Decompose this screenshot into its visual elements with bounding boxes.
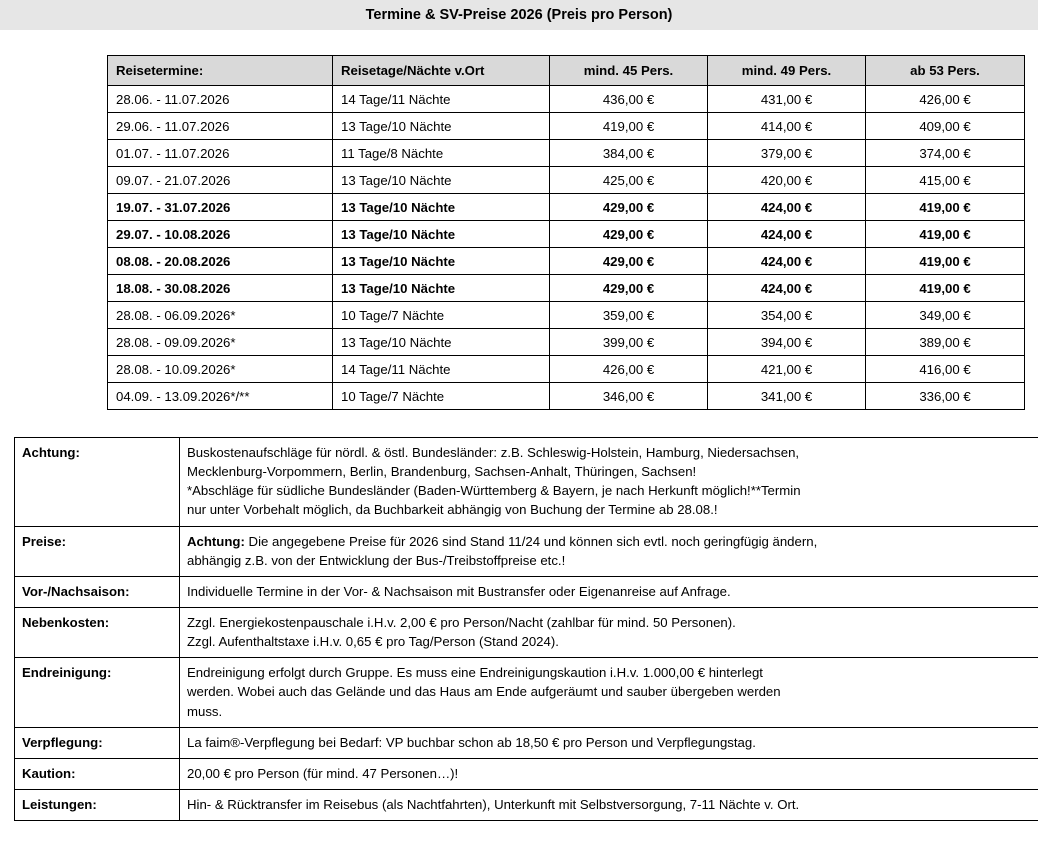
cell-price-53: 374,00 € — [866, 140, 1025, 167]
cell-price-49: 424,00 € — [708, 275, 866, 302]
cell-reisetermin: 01.07. - 11.07.2026 — [108, 140, 333, 167]
cell-price-45: 399,00 € — [550, 329, 708, 356]
price-table-container — [107, 55, 980, 410]
price-table-body — [108, 86, 1025, 410]
table-row — [108, 356, 1025, 383]
header-reisetage: Reisetage/Nächte v.Ort — [333, 56, 550, 86]
cell-reisetage: 13 Tage/10 Nächte — [333, 194, 550, 221]
table-row — [108, 248, 1025, 275]
cell-reisetermin: 29.07. - 10.08.2026 — [108, 221, 333, 248]
cell-reisetage: 11 Tage/8 Nächte — [333, 140, 550, 167]
cell-reisetermin: 04.09. - 13.09.2026*/** — [108, 383, 333, 410]
info-row — [15, 727, 1038, 758]
cell-reisetermin: 29.06. - 11.07.2026 — [108, 113, 333, 140]
info-text-line: Mecklenburg-Vorpommern, Berlin, Brandenburg, Sachsen-Anhalt, Thüringen, Sachsen! — [187, 464, 697, 480]
cell-reisetermin: 08.08. - 20.08.2026 — [108, 248, 333, 275]
info-row-label: Vor-/Nachsaison: — [15, 576, 180, 607]
info-text-line: Individuelle Termine in der Vor- & Nachsaison mit Bustransfer oder Eigenanreise auf Anfrage. — [187, 583, 731, 599]
price-table — [107, 55, 1025, 410]
info-row-lead: Achtung: — [187, 533, 245, 549]
cell-price-45: 419,00 € — [550, 113, 708, 140]
info-table — [14, 437, 1038, 821]
info-text-line: abhängig z.B. von der Entwicklung der Bus-/Treibstoffpreise etc.! — [187, 552, 566, 568]
table-row — [108, 383, 1025, 410]
header-price-53: ab 53 Pers. — [866, 56, 1025, 86]
info-text-line: werden. Wobei auch das Gelände und das Haus am Ende aufgeräumt und sauber übergeben werden — [187, 684, 781, 700]
info-row-text — [180, 438, 1038, 527]
cell-price-45: 425,00 € — [550, 167, 708, 194]
cell-price-45: 429,00 € — [550, 194, 708, 221]
cell-price-45: 346,00 € — [550, 383, 708, 410]
cell-reisetage: 13 Tage/10 Nächte — [333, 329, 550, 356]
cell-price-53: 389,00 € — [866, 329, 1025, 356]
info-text-line: La faim®-Verpflegung bei Bedarf: VP buchbar schon ab 18,50 € pro Person und Verpflegungstag. — [187, 734, 756, 750]
info-row — [15, 758, 1038, 789]
cell-reisetage: 10 Tage/7 Nächte — [333, 383, 550, 410]
cell-price-53: 419,00 € — [866, 221, 1025, 248]
info-row-text — [180, 526, 1038, 576]
cell-price-53: 409,00 € — [866, 113, 1025, 140]
info-text-line: Zzgl. Energiekostenpauschale i.H.v. 2,00 € pro Person/Nacht (zahlbar für mind. 50 Personen). — [187, 614, 736, 630]
info-text-line: muss. — [187, 703, 223, 719]
cell-price-53: 419,00 € — [866, 194, 1025, 221]
cell-reisetermin: 09.07. - 21.07.2026 — [108, 167, 333, 194]
info-row — [15, 789, 1038, 820]
info-row-text — [180, 789, 1038, 820]
price-table-header-row — [108, 56, 1025, 86]
cell-price-45: 429,00 € — [550, 248, 708, 275]
cell-price-49: 424,00 € — [708, 221, 866, 248]
table-row — [108, 329, 1025, 356]
cell-price-53: 426,00 € — [866, 86, 1025, 113]
info-row-label: Verpflegung: — [15, 727, 180, 758]
page-title-sub: (Preis pro Person) — [546, 7, 673, 23]
info-text-line-part: Die angegebene Preise für 2026 sind Stand 11/24 und können sich evtl. noch geringfügig ändern, — [244, 533, 818, 549]
info-row-label: Achtung: — [15, 438, 180, 527]
cell-price-45: 426,00 € — [550, 356, 708, 383]
cell-price-53: 419,00 € — [866, 248, 1025, 275]
header-price-49: mind. 49 Pers. — [708, 56, 866, 86]
cell-price-45: 384,00 € — [550, 140, 708, 167]
table-row — [108, 167, 1025, 194]
cell-reisetage: 14 Tage/11 Nächte — [333, 86, 550, 113]
info-row — [15, 576, 1038, 607]
info-row-label: Preise: — [15, 526, 180, 576]
header-price-45: mind. 45 Pers. — [550, 56, 708, 86]
cell-price-53: 416,00 € — [866, 356, 1025, 383]
cell-reisetage: 13 Tage/10 Nächte — [333, 248, 550, 275]
cell-price-49: 379,00 € — [708, 140, 866, 167]
cell-price-49: 341,00 € — [708, 383, 866, 410]
cell-reisetermin: 28.08. - 06.09.2026* — [108, 302, 333, 329]
table-row — [108, 140, 1025, 167]
cell-price-49: 424,00 € — [708, 194, 866, 221]
info-text-line: Zzgl. Aufenthaltstaxe i.H.v. 0,65 € pro Tag/Person (Stand 2024). — [187, 634, 559, 650]
cell-price-53: 419,00 € — [866, 275, 1025, 302]
cell-price-53: 415,00 € — [866, 167, 1025, 194]
info-row — [15, 658, 1038, 727]
info-row-label: Kaution: — [15, 758, 180, 789]
info-table-container — [14, 437, 1024, 821]
page-title — [366, 7, 673, 23]
info-row-text — [180, 607, 1038, 657]
document-title-banner — [0, 0, 1038, 30]
info-row-text — [180, 576, 1038, 607]
cell-reisetermin: 28.06. - 11.07.2026 — [108, 86, 333, 113]
info-row — [15, 526, 1038, 576]
info-text-line: *Abschläge für südliche Bundesländer (Baden-Württemberg & Bayern, je nach Herkunft möglich!**Termin — [187, 483, 801, 499]
cell-price-45: 359,00 € — [550, 302, 708, 329]
table-row — [108, 302, 1025, 329]
table-row — [108, 275, 1025, 302]
cell-reisetage: 13 Tage/10 Nächte — [333, 113, 550, 140]
table-row — [108, 221, 1025, 248]
cell-reisetermin: 18.08. - 30.08.2026 — [108, 275, 333, 302]
cell-reisetage: 14 Tage/11 Nächte — [333, 356, 550, 383]
price-table-head — [108, 56, 1025, 86]
cell-reisetermin: 19.07. - 31.07.2026 — [108, 194, 333, 221]
info-row-text — [180, 658, 1038, 727]
info-row — [15, 607, 1038, 657]
cell-price-49: 394,00 € — [708, 329, 866, 356]
info-row-text — [180, 758, 1038, 789]
cell-reisetermin: 28.08. - 09.09.2026* — [108, 329, 333, 356]
info-text-line: Endreinigung erfolgt durch Gruppe. Es muss eine Endreinigungskaution i.H.v. 1.000,00 € hinterlegt — [187, 665, 763, 681]
table-row — [108, 113, 1025, 140]
cell-reisetermin: 28.08. - 10.09.2026* — [108, 356, 333, 383]
info-row-label: Nebenkosten: — [15, 607, 180, 657]
info-row-text — [180, 727, 1038, 758]
info-text-line: nur unter Vorbehalt möglich, da Buchbarkeit abhängig von Buchung der Termine ab 28.08.! — [187, 502, 718, 518]
cell-reisetage: 13 Tage/10 Nächte — [333, 167, 550, 194]
page-title-main: Termine & SV-Preise 2026 — [365, 7, 547, 23]
info-text-line: Hin- & Rücktransfer im Reisebus (als Nachtfahrten), Unterkunft mit Selbstversorgung, 7-11 Nächte v. Ort. — [187, 796, 800, 812]
info-text-line: 20,00 € pro Person (für mind. 47 Personen…)! — [187, 765, 459, 781]
table-row — [108, 194, 1025, 221]
cell-price-45: 429,00 € — [550, 221, 708, 248]
info-text-line — [187, 532, 1038, 551]
table-row — [108, 86, 1025, 113]
info-text-line: Buskostenaufschläge für nördl. & östl. Bundesländer: z.B. Schleswig-Holstein, Hamburg, Niedersachsen, — [187, 445, 800, 460]
cell-price-45: 429,00 € — [550, 275, 708, 302]
cell-price-49: 424,00 € — [708, 248, 866, 275]
cell-price-45: 436,00 € — [550, 86, 708, 113]
cell-reisetage: 13 Tage/10 Nächte — [333, 275, 550, 302]
cell-price-53: 349,00 € — [866, 302, 1025, 329]
cell-price-49: 414,00 € — [708, 113, 866, 140]
cell-reisetage: 13 Tage/10 Nächte — [333, 221, 550, 248]
cell-price-49: 431,00 € — [708, 86, 866, 113]
cell-price-49: 421,00 € — [708, 356, 866, 383]
header-reisetermine: Reisetermine: — [108, 56, 333, 86]
cell-price-49: 420,00 € — [708, 167, 866, 194]
cell-price-53: 336,00 € — [866, 383, 1025, 410]
cell-reisetage: 10 Tage/7 Nächte — [333, 302, 550, 329]
cell-price-49: 354,00 € — [708, 302, 866, 329]
info-row — [15, 438, 1038, 527]
info-row-label: Leistungen: — [15, 789, 180, 820]
info-table-body — [15, 438, 1038, 821]
info-row-label: Endreinigung: — [15, 658, 180, 727]
